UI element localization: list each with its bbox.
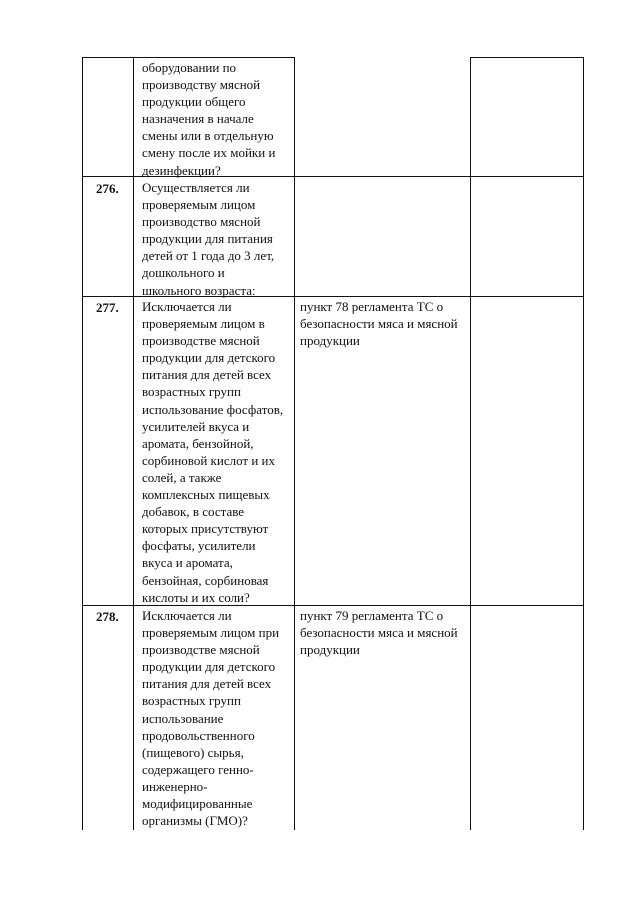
table-border-reference-column (470, 57, 471, 830)
reference-text: пункт 79 регламента ТС о безопасности мяса и мясной продукции (300, 608, 458, 658)
table-border-top-left (82, 57, 295, 58)
table-border-left (82, 57, 83, 830)
table-border-top-right (470, 57, 584, 58)
question-text: Осуществляется ли проверяемым лицом производство мясной продукции для питания детей от 1 года до 3 лет, дошкольного и школьного возраста: (142, 180, 275, 298)
row-number: 278. (96, 609, 119, 624)
question-text: Исключается ли проверяемым лицом в производстве мясной продукции для детского питания для детей всех возрастных групп использование фосфатов, усилителей вкуса и аромата, бензойной, сорбиновой кислот и их солей, а также комплексных пищевых добавок, в составе которых присутствуют фосфаты, усилители вкуса и аромата, бензойная, сорбиновая кислоты и их соли? (142, 299, 284, 605)
reference-text: пункт 78 регламента ТС о безопасности мяса и мясной продукции (300, 299, 458, 349)
question-text: оборудовании по производству мясной продукции общего назначения в начале смены или в отдельную смену после их мойки и дезинфекции? (142, 60, 276, 178)
row-number: 276. (96, 181, 119, 196)
table-border-number-column (133, 57, 134, 830)
row-number: 277. (96, 300, 119, 315)
question-text: Исключается ли проверяемым лицом при производстве мясной продукции для детского питания для детей всех возрастных групп использование продовольственного (пищевого) сырья, содержащего генно- инженерно- модифицированные организмы (ГМО)? (142, 608, 280, 829)
table-border-question-column (294, 57, 295, 830)
table-border-right (583, 57, 584, 830)
